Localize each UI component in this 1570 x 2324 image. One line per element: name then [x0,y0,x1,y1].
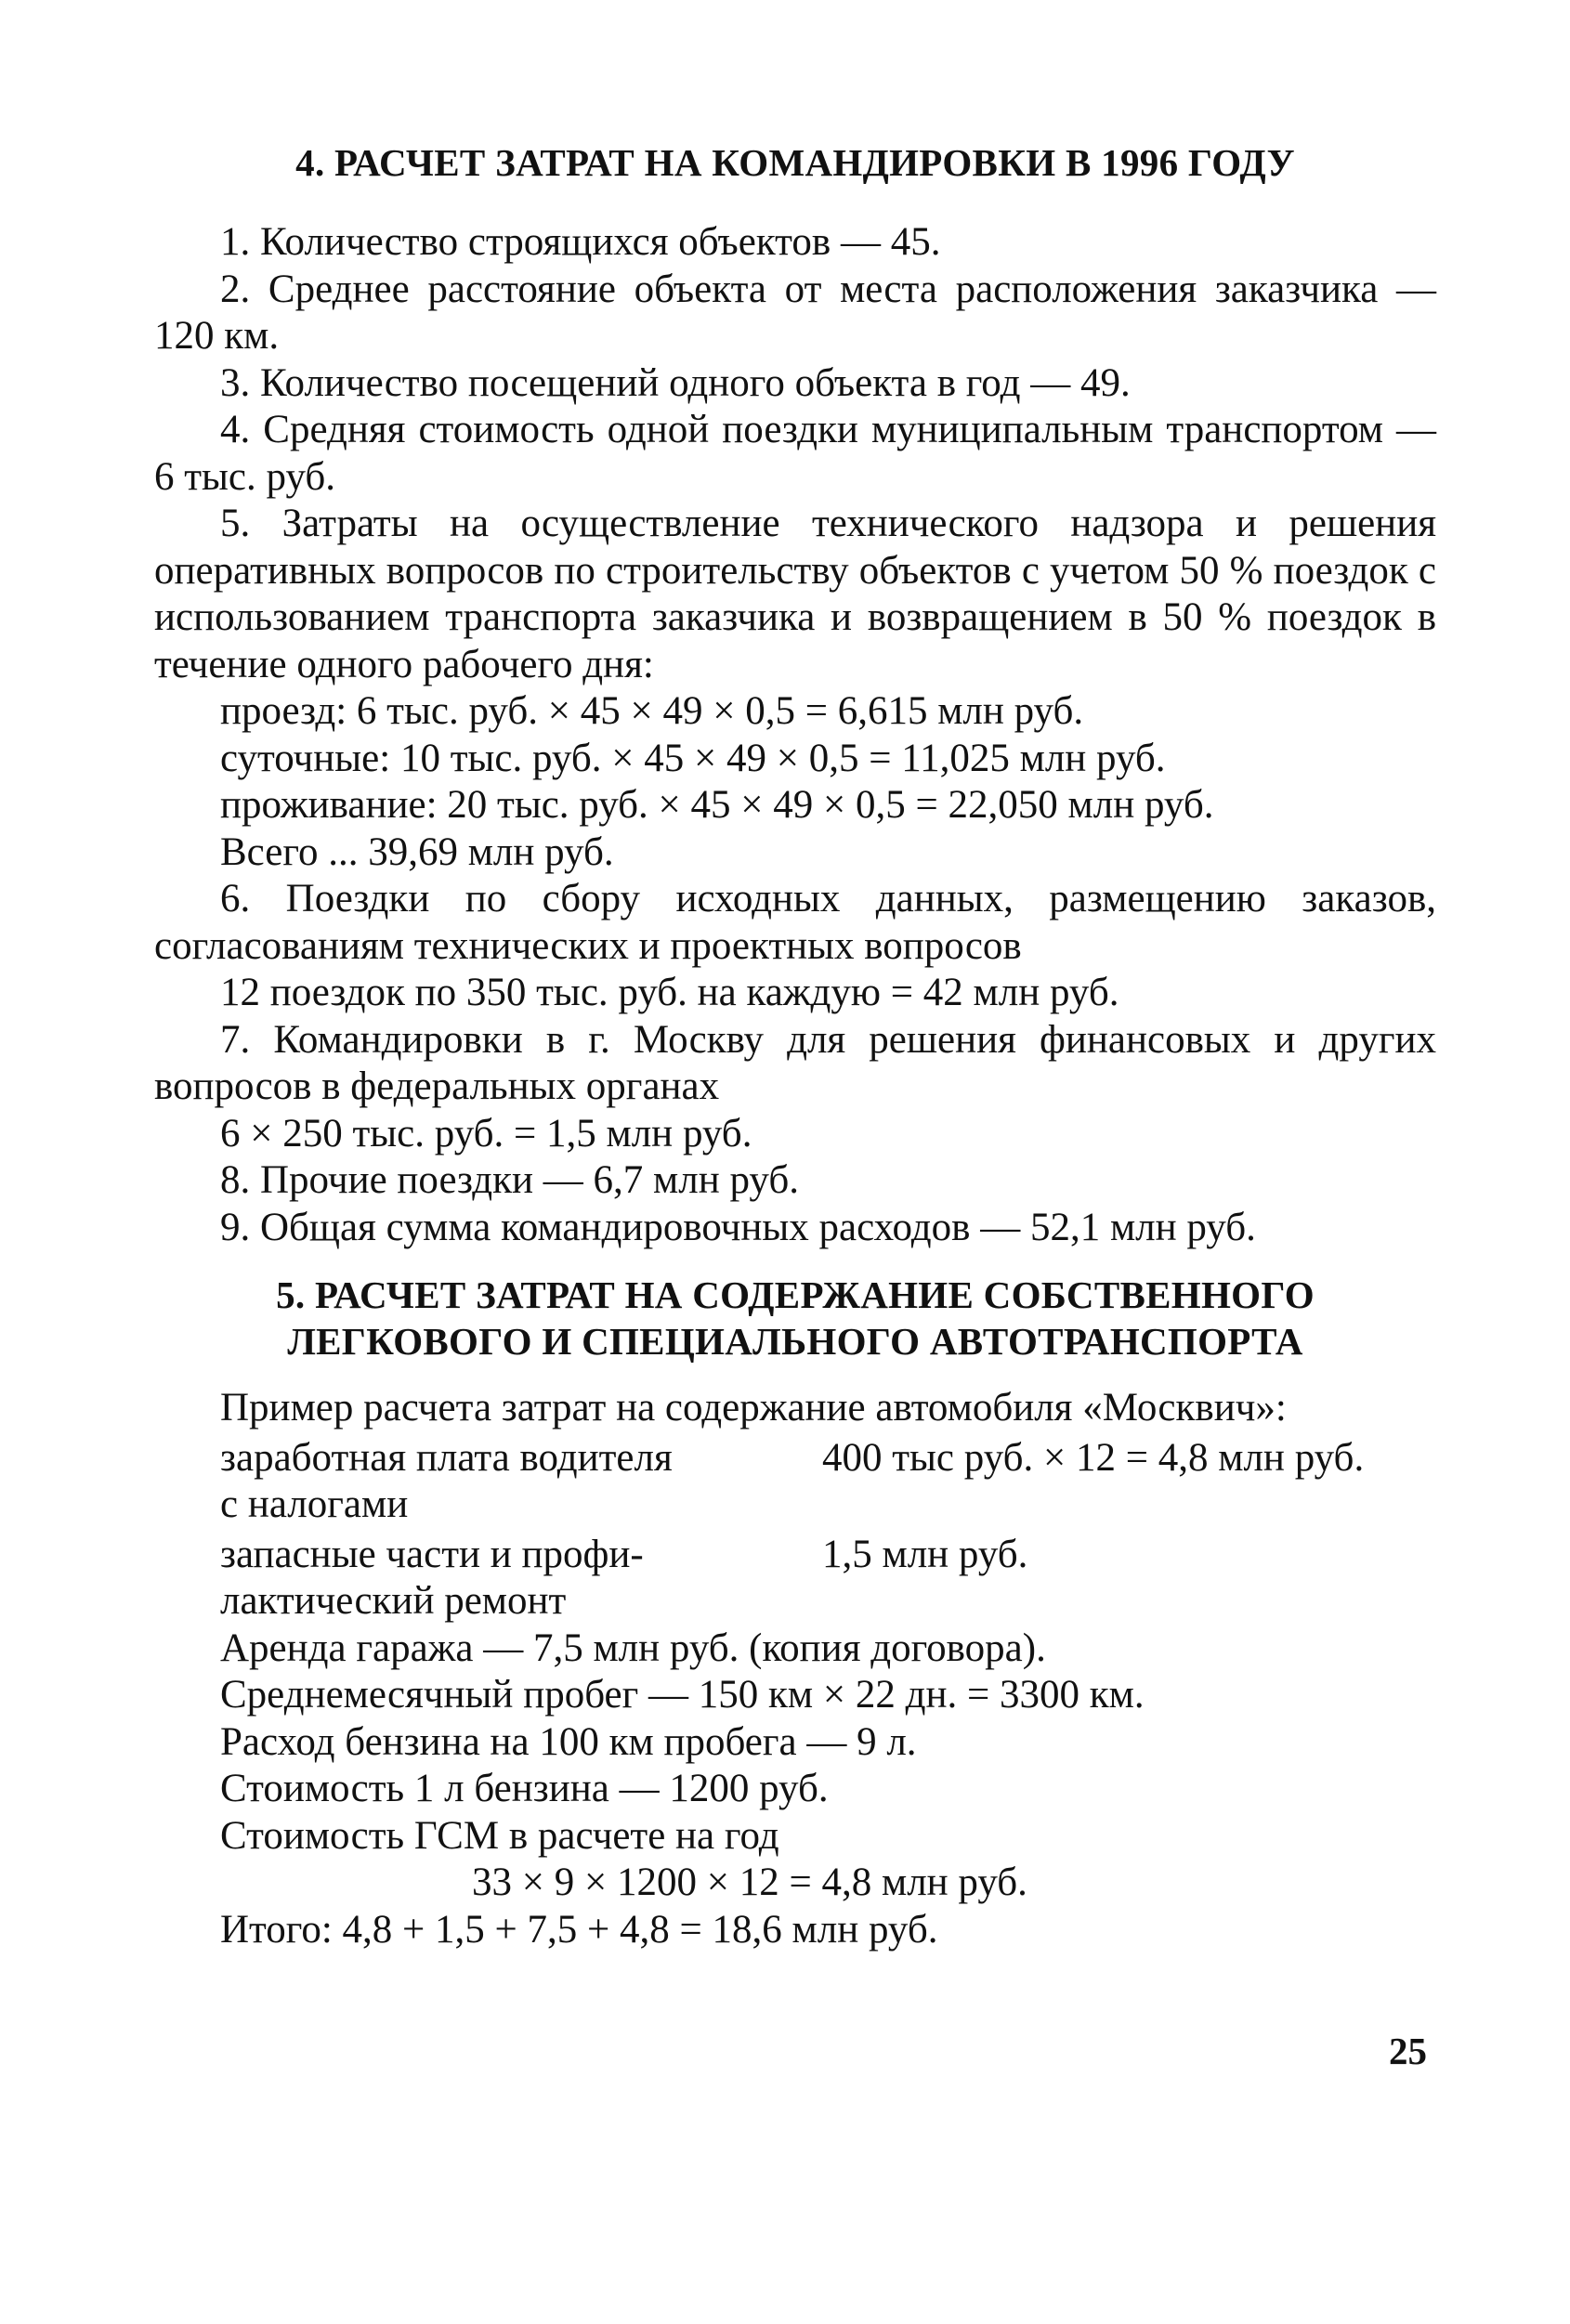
calc-per-diem: суточные: 10 тыс. руб. × 45 × 49 × 0,5 = 11,025 млн руб. [220,736,1166,780]
item-9: 9. Общая сумма командировочных расходов — 52,1 млн руб. [220,1205,1256,1249]
item-5: 5. Затраты на осуществление технического надзора и решения оперативных вопросов по строительству объектов с учетом 50 % поездок с использованием транспорта заказчика и возвращением в 50 % поездок в течение одного рабочего дня: [154,502,1436,686]
cost-row-value: 1,5 млн руб. [822,1532,1028,1576]
item-2: 2. Среднее расстояние объекта от места расположения заказчика — 120 км. [154,267,1436,358]
cost-row-label: с налогами [220,1482,409,1526]
cost-row-parts [154,1532,1436,1579]
item-3: 3. Количество посещений одного объекта в год — 49. [220,360,1131,405]
fuel-price: Стоимость 1 л бензина — 1200 руб. [220,1767,829,1810]
calc-travel: проезд: 6 тыс. руб. × 45 × 49 × 0,5 = 6,615 млн руб. [220,689,1084,733]
cost-row-label: лактический ремонт [220,1579,567,1623]
item-7-calc: 6 × 250 тыс. руб. = 1,5 млн руб. [220,1111,752,1155]
gsm-cost-label: Стоимость ГСМ в расчете на год [220,1813,779,1858]
item-6-calc: 12 поездок по 350 тыс. руб. на каждую = 42 млн руб. [220,971,1119,1014]
item-7: 7. Командировки в г. Москву для решения финансовых и других вопросов в федеральных органах [154,1017,1436,1108]
calc-lodging: проживание: 20 тыс. руб. × 45 × 49 × 0,5 = 22,050 млн руб. [220,783,1214,827]
item-4: 4. Средняя стоимость одной поездки муниципальным транспортом — 6 тыс. руб. [154,408,1436,499]
cost-row-value: 400 тыс руб. × 12 = 4,8 млн руб. [822,1435,1365,1480]
item-1: 1. Количество строящихся объектов — 45. [220,220,941,264]
cost-row-parts-cont [154,1578,1436,1625]
cost-row-label: запасные части и профи- [220,1532,644,1576]
section-5-title [154,1272,1436,1364]
calc-total: Всего ... 39,69 млн руб. [220,829,614,874]
section-4-title: 4. РАСЧЕТ ЗАТРАТ НА КОМАНДИРОВКИ В 1996 ГОДУ [295,141,1295,184]
garage-rent: Аренда гаража — 7,5 млн руб. (копия договора). [220,1625,1046,1670]
section-5-intro: Пример расчета затрат на содержание автомобиля «Москвич»: [220,1386,1287,1430]
section-5-title-line-2: ЛЕГКОВОГО И СПЕЦИАЛЬНОГО АВТОТРАНСПОРТА [287,1320,1303,1363]
cost-row-driver [154,1435,1436,1482]
cost-row-driver-cont [154,1482,1436,1529]
document-page [154,139,1436,1953]
gsm-formula: 33 × 9 × 1200 × 12 = 4,8 млн руб. [472,1861,1027,1904]
fuel-consumption: Расход бензина на 100 км пробега — 9 л. [220,1719,917,1764]
section-5-title-line-1: 5. РАСЧЕТ ЗАТРАТ НА СОДЕРЖАНИЕ СОБСТВЕННОГО [276,1273,1315,1316]
monthly-mileage: Среднемесячный пробег — 150 км × 22 дн. = 3300 км. [220,1673,1145,1717]
cost-row-label: заработная плата водителя [220,1435,673,1480]
item-8: 8. Прочие поездки — 6,7 млн руб. [220,1158,799,1202]
page-number: 25 [1389,2030,1427,2072]
item-6: 6. Поездки по сбору исходных данных, размещению заказов, согласованиям технических и проектных вопросов [154,877,1436,968]
grand-total: Итого: 4,8 + 1,5 + 7,5 + 4,8 = 18,6 млн руб. [220,1907,938,1952]
